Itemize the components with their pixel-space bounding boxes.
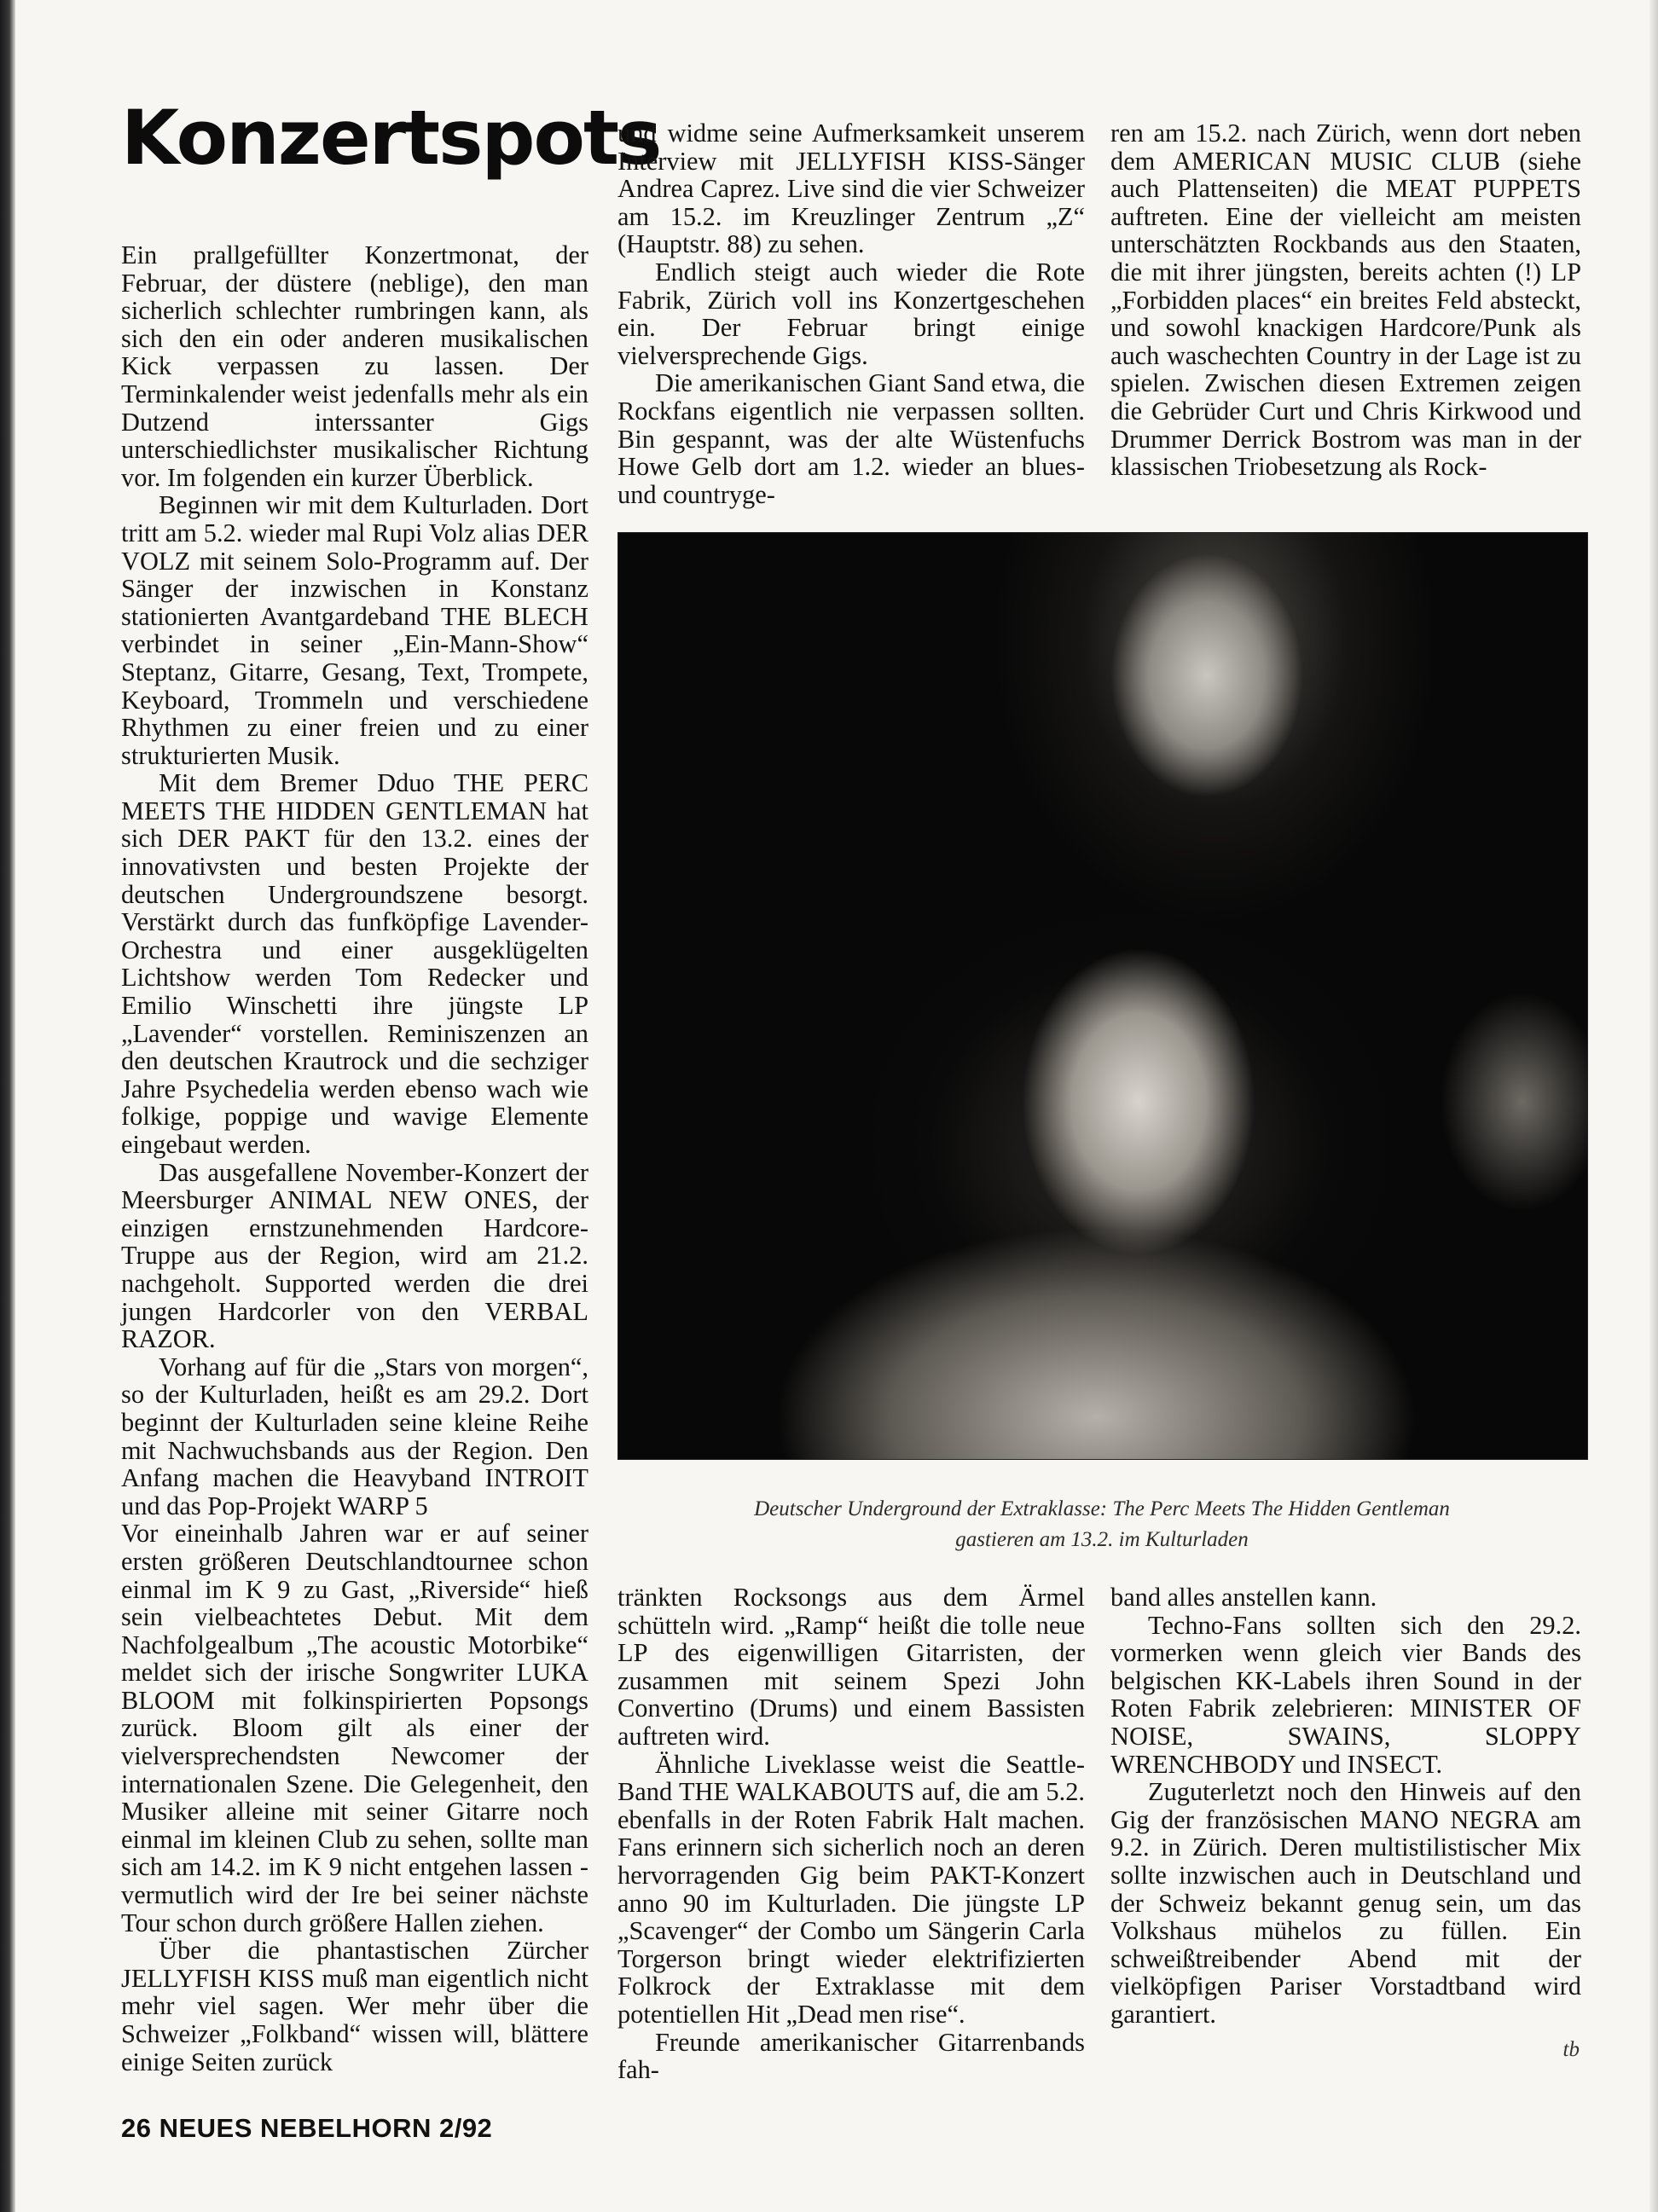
paragraph: Über die phantastischen Zürcher JELLYFISH KISS muß man eigentlich nicht mehr viel sagen. Wer mehr über die Schweizer „Folkband“ wissen will, blättere einige Seiten zurück bbox=[121, 1936, 588, 2076]
article-column-2-bottom bbox=[617, 1584, 1085, 2084]
paragraph: Vor eineinhalb Jahren war er auf seiner ersten größeren Deutschlandtournee schon einmal im K 9 zu Gast, „Riverside“ hieß sein vielbeachtetes Debut. Mit dem Nachfolgealbum „The acoustic Motorbike“ meldet sich der irische Songwriter LUKA BLOOM mit folkinspirierten Popsongs zurück. Bloom gilt als einer der vielversprechendsten Newcomer der internationalen Szene. Die Gelegenheit, den Musiker alleine mit seiner Gitarre noch einmal im kleinen Club zu sehen, sollte man sich am 14.2. im K 9 nicht entgehen lassen - vermutlich wird der Ire bei seiner nächste Tour schon durch größere Hallen ziehen. bbox=[121, 1519, 588, 1937]
article-headline: Konzertspots bbox=[121, 94, 661, 182]
paragraph: tränkten Rocksongs aus dem Ärmel schütteln wird. „Ramp“ heißt die tolle neue LP des eigenwilligen Gitarristen, der zusammen mit seinem Spezi John Convertino (Drums) und einem Bassisten auftreten wird. bbox=[617, 1583, 1085, 1751]
paragraph: Endlich steigt auch wieder die Rote Fabrik, Zürich voll ins Konzertgeschehen ein. Der Februar bringt einige vielversprechende Gigs. bbox=[617, 257, 1085, 370]
photo-caption bbox=[617, 1494, 1586, 1555]
paragraph: Zuguterletzt noch den Hinweis auf den Gig der französischen MANO NEGRA am 9.2. in Zürich. Deren multistilistischer Mix sollte inzwischen auch in Deutschland und der Schweiz bekannt genug sein, um das Volkshaus mühelos zu füllen. Ein schweißtreibender Abend mit der vielköpfigen Pariser Vorstadtband wird garantiert. bbox=[1110, 1777, 1581, 2029]
paragraph: Freunde amerikanischer Gitarrenbands fah- bbox=[617, 2027, 1085, 2085]
paragraph: Ähnliche Liveklasse weist die Seattle-Band THE WALKABOUTS auf, die am 5.2. ebenfalls in der Roten Fabrik Halt machen. Fans erinnern sich sicherlich noch an deren hervorragenden Gig beim PAKT-Konzert anno 90 im Kulturladen. Die jüngste LP „Scavenger“ der Combo um Sängerin Carla Torgerson bringt wieder elektrifizierten Folkrock der Extraklasse mit dem potentiellen Hit „Dead men rise“. bbox=[617, 1749, 1085, 2029]
band-photo bbox=[617, 532, 1588, 1460]
page-folio: 26 NEUES NEBELHORN 2/92 bbox=[121, 2113, 493, 2143]
paragraph: Ein prallgefüllter Konzertmonat, der Februar, der düstere (neblige), den man sicherlich schlechter rumbringen kann, als sich den ein oder anderen musikalischen Kick verpassen zu lassen. Der Terminkalender weist jedenfalls mehr als ein Dutzend interssanter Gigs unterschiedlichster musikalischer Richtung vor. Im folgenden ein kurzer Überblick. bbox=[121, 240, 588, 492]
paragraph: Das ausgefallene November-Konzert der Meersburger ANIMAL NEW ONES, der einzigen ernstzunehmenden Hardcore-Truppe aus der Region, wird am 21.2. nachgeholt. Supported werden die drei jungen Hardcorler von den VERBAL RAZOR. bbox=[121, 1157, 588, 1354]
paragraph: Die amerikanischen Giant Sand etwa, die Rockfans eigentlich nie verpassen sollten. Bin gespannt, was der alte Wüstenfuchs Howe Gelb dort am 1.2. wieder an blues- und countryge- bbox=[617, 368, 1085, 509]
paragraph: Beginnen wir mit dem Kulturladen. Dort tritt am 5.2. wieder mal Rupi Volz alias DER VOLZ mit seinem Solo-Programm auf. Der Sänger der inzwischen in Konstanz stationierten Avantgardeband THE BLECH verbindet in seiner „Ein-Mann-Show“ Steptanz, Gitarre, Gesang, Text, Trompete, Keyboard, Trommeln und verschiedene Rhythmen zu einer freien und zu einer strukturierten Musik. bbox=[121, 490, 588, 770]
photo-caption-line: Deutscher Underground der Extraklasse: The Perc Meets The Hidden Gentleman bbox=[754, 1497, 1450, 1520]
paragraph: und widme seine Aufmerksamkeit unserem Interview mit JELLYFISH KISS-Sänger Andrea Caprez. Live sind die vier Schweizer am 15.2. im Kreuzlinger Zentrum „Z“ (Hauptstr. 88) zu sehen. bbox=[617, 119, 1085, 259]
page-edge-highlight bbox=[1649, 0, 1658, 2212]
page-edge-shadow bbox=[0, 0, 15, 2212]
author-initials: tb bbox=[1562, 2038, 1580, 2061]
article-column-2-top bbox=[617, 119, 1085, 508]
paragraph: band alles anstellen kann. bbox=[1110, 1583, 1377, 1612]
photo-caption-line: gastieren am 13.2. im Kulturladen bbox=[955, 1528, 1249, 1551]
paragraph: Techno-Fans sollten sich den 29.2. vormerken wenn gleich vier Bands des belgischen KK-Labels ihren Sound in der Roten Fabrik zelebrieren: MINISTER OF NOISE, SWAINS, SLOPPY WRENCHBODY und INSECT. bbox=[1110, 1610, 1581, 1779]
article-column-3-top bbox=[1110, 119, 1581, 481]
paragraph: ren am 15.2. nach Zürich, wenn dort neben dem AMERICAN MUSIC CLUB (siehe auch Plattenseiten) die MEAT PUPPETS auftreten. Eine der vielleicht am meisten unterschätzten Rockbands aus den Staaten, die mit ihrer jüngsten, bereits achten (!) LP „Forbidden places“ ein breites Feld absteckt, und sowohl knackigen Hardcore/Punk als auch waschechten Country in der Lage ist zu spielen. Zwischen diesen Extremen zeigen die Gebrüder Curt und Chris Kirkwood und Drummer Derrick Bostrom was man in der klassischen Triobesetzung als Rock- bbox=[1110, 119, 1581, 482]
paragraph: Vorhang auf für die „Stars von morgen“, so der Kulturladen, heißt es am 29.2. Dort beginnt der Kulturladen seine kleine Reihe mit Nachwuchsbands aus der Region. Den Anfang machen die Heavyband INTROIT und das Pop-Projekt WARP 5 bbox=[121, 1352, 588, 1520]
article-column-1 bbox=[121, 241, 588, 2076]
article-column-3-bottom bbox=[1110, 1584, 1581, 2029]
paragraph: Mit dem Bremer Dduo THE PERC MEETS THE HIDDEN GENTLEMAN hat sich DER PAKT für den 13.2. eines der innovativsten und besten Projekte der deutschen Undergroundszene besorgt. Verstärkt durch das funfköpfige Lavender-Orchestra und einer ausgeklügelten Lichtshow werden Tom Redecker und Emilio Winschetti ihre jüngste LP „Lavender“ vorstellen. Reminiszenzen an den deutschen Krautrock und die sechziger Jahre Psychedelia werden ebenso wach wie folkige, poppige und wavige Elemente eingebaut werden. bbox=[121, 768, 588, 1159]
